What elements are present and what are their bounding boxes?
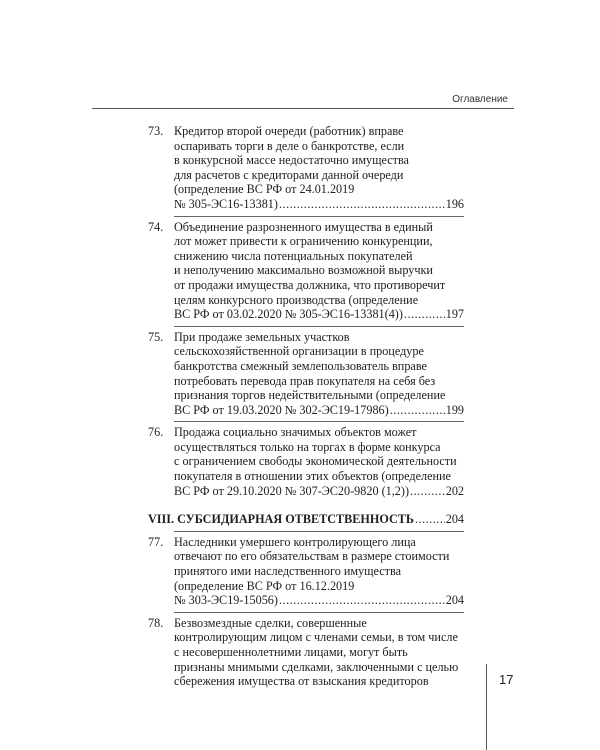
entry-page-number: 197 bbox=[445, 307, 464, 322]
entry-line: и неполучению максимально возможной выручки bbox=[174, 263, 433, 278]
entry-divider bbox=[174, 531, 464, 532]
entry-line: (определение ВС РФ от 24.01.2019 bbox=[174, 182, 355, 197]
entry-number: 78. bbox=[148, 615, 164, 630]
dot-leader bbox=[410, 484, 445, 499]
entry-line: признания торгов недействительными (определение bbox=[174, 388, 446, 403]
entry-line: в конкурсной массе недостаточно имущества bbox=[174, 153, 409, 168]
entry-line: При продаже земельных участков bbox=[174, 329, 350, 344]
toc-entry-77[interactable] bbox=[148, 535, 464, 608]
entry-page-number: 196 bbox=[445, 196, 464, 211]
entry-line: признаны мнимыми сделками, заключенными с целью bbox=[174, 659, 459, 674]
entry-line: (определение ВС РФ от 16.12.2019 bbox=[174, 578, 355, 593]
toc-entry-76[interactable] bbox=[148, 425, 464, 498]
entry-line: с несовершеннолетними лицами, могут быть bbox=[174, 645, 408, 659]
entry-line: для расчетов с кредиторами данной очереди bbox=[174, 167, 404, 182]
toc-entry-78[interactable] bbox=[148, 616, 464, 689]
entry-line: снижению числа потенциальных покупателей bbox=[174, 248, 413, 263]
entry-line: целям конкурсного производства (определение bbox=[174, 292, 419, 307]
entry-line: лот может привести к ограничению конкуренции, bbox=[174, 234, 433, 249]
entry-number: 75. bbox=[148, 329, 164, 344]
entry-line: ВС РФ от 29.10.2020 № 307-ЭС20-9820 (1,2)) bbox=[174, 483, 410, 498]
running-header: Оглавление bbox=[452, 94, 508, 105]
entry-divider bbox=[174, 326, 464, 327]
entry-line: контролирующим лицом с членами семьи, в том числе bbox=[174, 630, 458, 645]
entry-line: от продажи имущества должника, что противоречит bbox=[174, 277, 446, 292]
entry-divider bbox=[174, 612, 464, 613]
entry-divider bbox=[174, 421, 464, 422]
entry-divider bbox=[174, 216, 464, 217]
entry-line: принятого ими наследственного имущества bbox=[174, 564, 402, 579]
entry-line: Безвозмездные сделки, совершенные bbox=[174, 615, 367, 630]
entry-line: Кредитор второй очереди (работник) вправе bbox=[174, 124, 404, 138]
entry-line: Продажа социально значимых объектов может bbox=[174, 425, 417, 440]
section-title: VIII. СУБСИДИАРНАЯ ОТВЕТСТВЕННОСТЬ bbox=[148, 512, 414, 527]
entry-line: ВС РФ от 19.03.2020 № 302-ЭС19-17986) bbox=[174, 402, 389, 417]
entry-line: потребовать перевода прав покупателя на себя без bbox=[174, 373, 436, 388]
entry-line: осуществляться только на торгах в форме конкурса bbox=[174, 439, 441, 454]
entry-line: сельскохозяйственной организации в процедуре bbox=[174, 344, 424, 359]
entry-line: отвечают по его обязательствам в размере стоимости bbox=[174, 549, 450, 564]
entry-number: 77. bbox=[148, 534, 164, 549]
entry-line: оспаривать торги в деле о банкротстве, если bbox=[174, 138, 405, 153]
toc-entry-75[interactable] bbox=[148, 330, 464, 418]
dot-leader bbox=[279, 593, 445, 608]
toc-entry-73[interactable] bbox=[148, 124, 464, 212]
page-number: 17 bbox=[499, 672, 514, 687]
dot-leader bbox=[390, 403, 445, 418]
entry-line: с ограничением свободы экономической деятельности bbox=[174, 454, 457, 469]
entry-number: 74. bbox=[148, 219, 164, 234]
table-of-contents bbox=[148, 124, 464, 689]
entry-line: № 303-ЭС19-15056) bbox=[174, 593, 278, 608]
entry-number: 73. bbox=[148, 124, 164, 138]
entry-page-number: 202 bbox=[445, 483, 464, 498]
entry-line: покупателя в отношении этих объектов (определение bbox=[174, 469, 451, 484]
page-number-rule bbox=[486, 664, 487, 750]
entry-page-number: 199 bbox=[445, 402, 464, 417]
entry-line: № 305-ЭС16-13381) bbox=[174, 196, 278, 211]
dot-leader bbox=[279, 197, 445, 212]
dot-leader bbox=[415, 512, 445, 527]
entry-line: сбережения имущества от взыскания кредиторов bbox=[174, 674, 429, 689]
entry-line: ВС РФ от 03.02.2020 № 305-ЭС16-13381(4)) bbox=[174, 307, 403, 322]
toc-entry-74[interactable] bbox=[148, 220, 464, 322]
entry-line: банкротства смежный землепользователь вправе bbox=[174, 358, 427, 373]
entry-number: 76. bbox=[148, 425, 164, 440]
header-divider bbox=[92, 108, 514, 109]
section-page-number: 204 bbox=[445, 512, 464, 527]
entry-page-number: 204 bbox=[445, 593, 464, 608]
toc-section-viii[interactable] bbox=[148, 512, 464, 527]
entry-line: Объединение разрозненного имущества в единый bbox=[174, 219, 433, 234]
entry-line: Наследники умершего контролирующего лица bbox=[174, 534, 416, 549]
dot-leader bbox=[404, 307, 445, 322]
